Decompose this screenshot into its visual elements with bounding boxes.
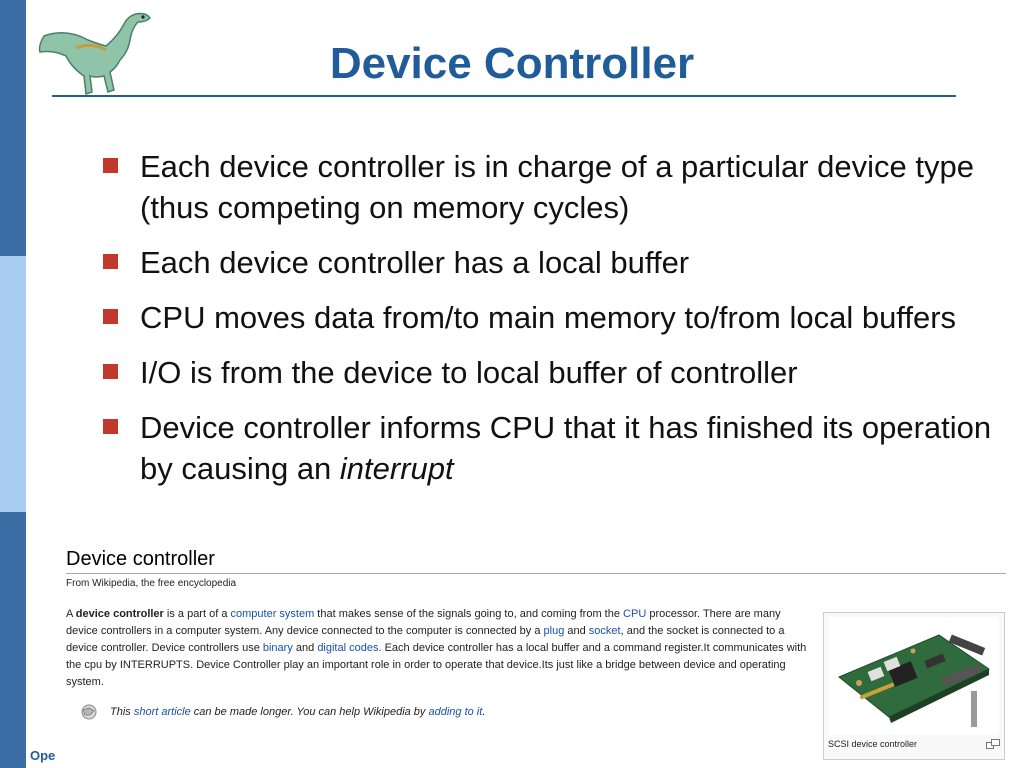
image-thumbnail[interactable] bbox=[823, 612, 1005, 760]
stub-link-short-article[interactable]: short article bbox=[133, 706, 191, 718]
scsi-controller-board-image bbox=[829, 617, 999, 735]
wiki-subtitle: From Wikipedia, the free encyclopedia bbox=[66, 578, 237, 589]
left-bar-segment-bottom bbox=[0, 512, 26, 768]
enlarge-icon[interactable] bbox=[986, 739, 1000, 749]
wikipedia-snippet bbox=[58, 540, 1018, 768]
bullet-text: I/O is from the device to local buffer of controller bbox=[140, 355, 798, 390]
bullet-item bbox=[103, 297, 1003, 338]
title-divider bbox=[52, 95, 956, 97]
thumbnail-caption: SCSI device controller bbox=[828, 739, 918, 749]
puzzle-globe-icon bbox=[78, 703, 100, 721]
left-bar-segment-middle bbox=[0, 256, 26, 512]
bullet-text: Each device controller has a local buffer bbox=[140, 245, 690, 280]
footer-text-fragment: Ope bbox=[30, 748, 56, 763]
wiki-bold-term: device controller bbox=[75, 608, 164, 620]
stub-text: . bbox=[482, 706, 486, 718]
square-bullet-icon bbox=[103, 158, 118, 173]
bullet-item bbox=[103, 146, 1003, 228]
wiki-link-digital-codes[interactable]: digital codes bbox=[317, 642, 379, 654]
bullet-item bbox=[103, 407, 1003, 489]
wiki-text: and bbox=[292, 642, 318, 654]
square-bullet-icon bbox=[103, 419, 118, 434]
bullet-list bbox=[103, 146, 1003, 503]
slide-title: Device Controller bbox=[329, 39, 695, 88]
left-color-bar bbox=[0, 0, 26, 768]
wiki-text: . Each device controller has a local buffer and a command register.It communicates with the cpu by INTERRUPTS. Device Controller play an important role in order to operate that device.Its just like a bridge between device and operating system. bbox=[66, 642, 807, 688]
square-bullet-icon bbox=[103, 364, 118, 379]
square-bullet-icon bbox=[103, 309, 118, 324]
bullet-emphasis: interrupt bbox=[339, 451, 454, 486]
wiki-link-plug[interactable]: plug bbox=[543, 625, 565, 637]
wiki-text: processor. There are many device controllers in a computer system. Any device connected to the computer is connected by a bbox=[66, 608, 781, 637]
stub-link-adding-to-it[interactable]: adding to it bbox=[428, 706, 483, 718]
wiki-link-socket[interactable]: socket bbox=[588, 625, 621, 637]
wiki-text: is a part of a bbox=[163, 608, 231, 620]
bullet-text: CPU moves data from/to main memory to/from local buffers bbox=[140, 300, 957, 335]
wiki-article-title: Device controller bbox=[66, 548, 215, 570]
wiki-title-divider bbox=[66, 573, 1006, 574]
wiki-text: A bbox=[66, 608, 76, 620]
wiki-text: and bbox=[564, 625, 589, 637]
wiki-link-cpu[interactable]: CPU bbox=[623, 608, 647, 620]
stub-text: This bbox=[110, 706, 134, 718]
stub-notice bbox=[80, 706, 485, 718]
bullet-item bbox=[103, 242, 1003, 283]
bullet-item bbox=[103, 352, 1003, 393]
wiki-text: that makes sense of the signals going to, and coming from the bbox=[314, 608, 624, 620]
wiki-link-binary[interactable]: binary bbox=[262, 642, 293, 654]
wiki-link-computer-system[interactable]: computer system bbox=[230, 608, 315, 620]
stub-text: can be made longer. You can help Wikipedia by bbox=[190, 706, 429, 718]
wiki-text: , and the socket is connected to a device controller. Device controllers use bbox=[66, 625, 785, 654]
wiki-article-body bbox=[66, 606, 808, 691]
bullet-text: Each device controller is in charge of a particular device type (thus competing on memory cycles) bbox=[140, 149, 974, 225]
bullet-text: Device controller informs CPU that it has finished its operation by causing an bbox=[140, 410, 992, 486]
square-bullet-icon bbox=[103, 254, 118, 269]
